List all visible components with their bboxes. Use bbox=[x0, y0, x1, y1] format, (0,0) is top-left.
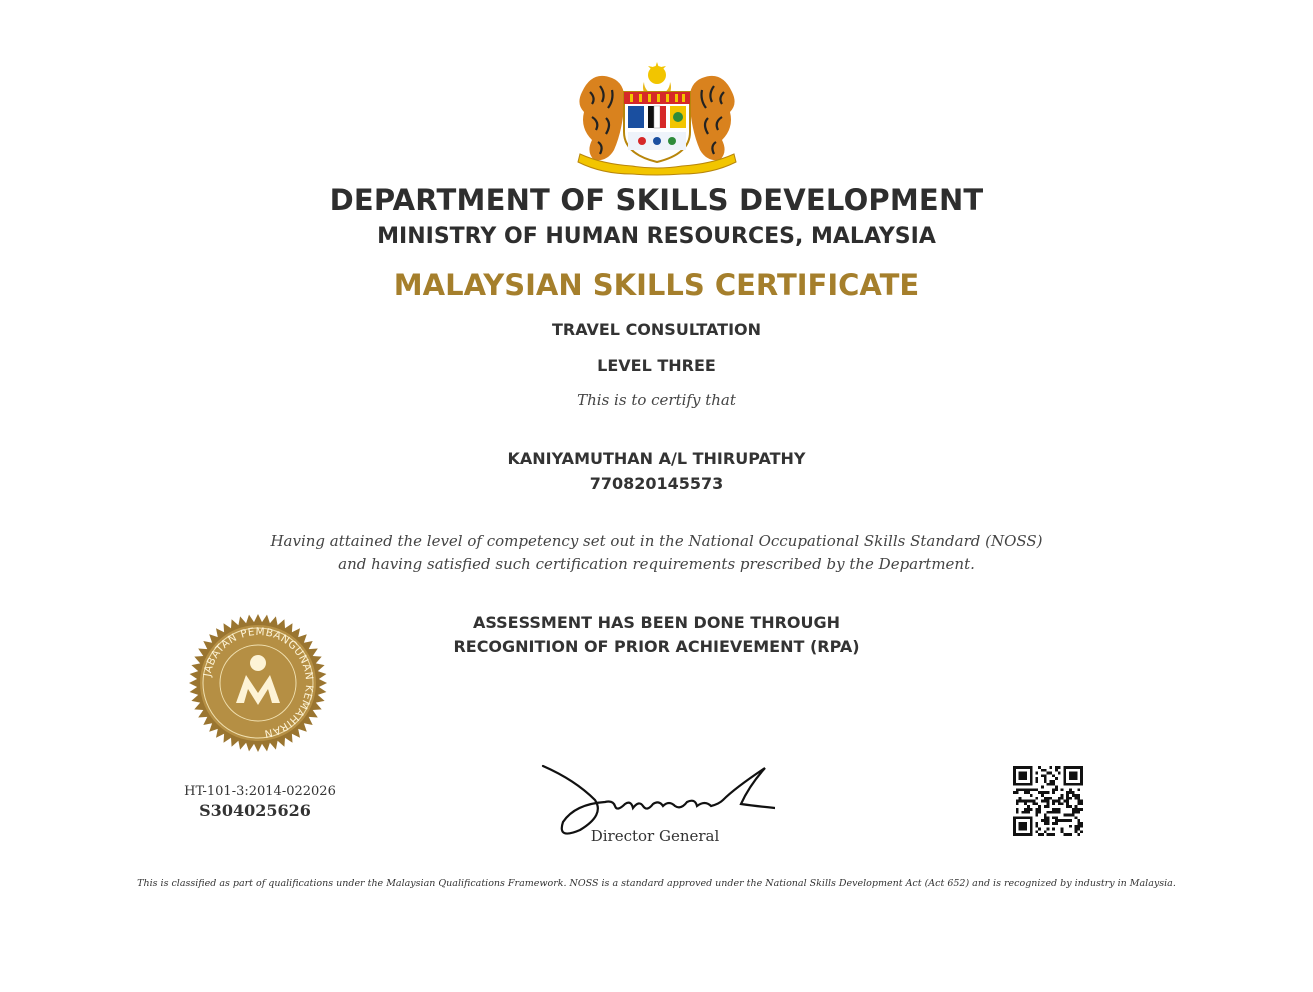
statement-line-2: and having satisfied such certification requirements prescribed by the Department. bbox=[338, 555, 975, 573]
certificate-title: MALAYSIAN SKILLS CERTIFICATE bbox=[393, 268, 920, 302]
seal-ring-text: JABATAN PEMBANGUNAN KEMAHIRAN bbox=[201, 625, 316, 740]
certify-text: This is to certify that bbox=[577, 391, 736, 409]
qr-code[interactable] bbox=[1013, 766, 1083, 836]
assessment-line-2: RECOGNITION OF PRIOR ACHIEVEMENT (RPA) bbox=[453, 637, 860, 656]
ministry-title: MINISTRY OF HUMAN RESOURCES, MALAYSIA bbox=[377, 224, 936, 249]
certificate-serial: S304025626 bbox=[199, 801, 311, 820]
recipient-name: KANIYAMUTHAN A/L THIRUPATHY bbox=[507, 449, 806, 468]
recipient-id-number: 770820145573 bbox=[589, 474, 724, 493]
footer-disclaimer: This is classified as part of qualifications under the Malaysian Qualifications Framework. NOSS is a standard approved under the National Skills Development Act (Act 652) and is recognized by industry in Malaysia. bbox=[137, 878, 1176, 889]
department-title: DEPARTMENT OF SKILLS DEVELOPMENT bbox=[329, 183, 984, 217]
signatory-title: Director General bbox=[590, 827, 720, 845]
department-seal-icon bbox=[188, 613, 328, 753]
noss-code: HT-101-3:2014-022026 bbox=[184, 784, 336, 799]
program-level: LEVEL THREE bbox=[597, 356, 716, 375]
coat-of-arms-emblem bbox=[572, 62, 742, 177]
statement-line-1: Having attained the level of competency set out in the National Occupational Skills Standard (NOSS) bbox=[270, 532, 1043, 550]
assessment-line-1: ASSESSMENT HAS BEEN DONE THROUGH bbox=[472, 613, 841, 632]
program-field: TRAVEL CONSULTATION bbox=[551, 320, 762, 339]
